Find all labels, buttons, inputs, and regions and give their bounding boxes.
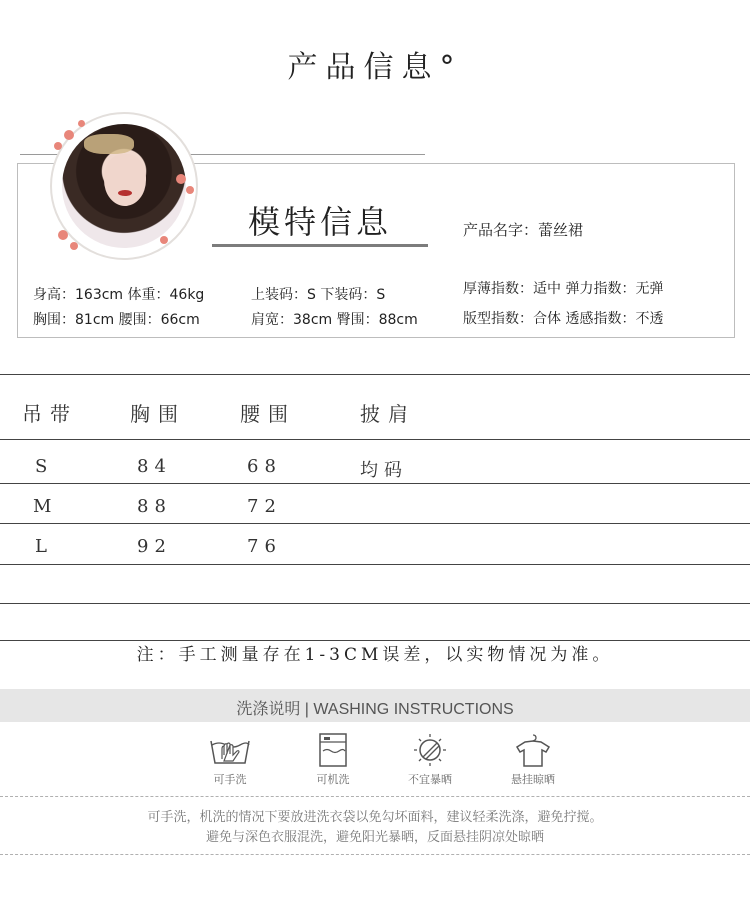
product-name-value: 蕾丝裙 xyxy=(538,221,584,239)
header-cell: 披肩 xyxy=(360,402,416,426)
title-separator: | xyxy=(304,701,309,718)
dotted-divider xyxy=(0,796,750,797)
flower-decoration xyxy=(54,142,62,150)
model-avatar xyxy=(50,112,198,260)
waist-cell: 72 xyxy=(247,496,282,517)
care-instructions-line2: 避免与深色衣服混洗，避免阳光暴晒，反面悬挂阴凉处晾晒 xyxy=(205,830,544,845)
waist-cell: 76 xyxy=(247,536,282,557)
size-cell: L xyxy=(35,536,53,557)
flower-decoration xyxy=(160,236,168,244)
avatar-photo xyxy=(62,124,186,248)
table-line xyxy=(0,564,750,565)
care-label: 不宜暴晒 xyxy=(408,773,452,786)
care-item-machine-wash xyxy=(288,733,378,787)
size-cell: M xyxy=(33,496,58,517)
page-title: 产品信息° xyxy=(287,50,463,85)
model-info-title: 模特信息 xyxy=(247,203,392,241)
header-cell: 胸围 xyxy=(130,402,186,426)
washing-title xyxy=(0,696,750,719)
hairpin xyxy=(84,134,134,154)
model-sizes-row2: 肩宽：38cm 臀围：88cm xyxy=(251,312,418,328)
care-label: 悬挂晾晒 xyxy=(511,773,555,786)
hang-dry-icon xyxy=(511,733,555,767)
care-item-hand-wash xyxy=(185,733,275,787)
washing-title-cn: 洗涤说明 xyxy=(236,701,301,718)
hand-wash-icon xyxy=(208,733,252,767)
flower-decoration xyxy=(78,120,85,127)
flower-decoration xyxy=(186,186,194,194)
size-cell: S xyxy=(35,456,54,477)
model-measurements-row2: 胸围：81cm 腰围：66cm xyxy=(33,312,200,328)
face xyxy=(104,154,146,206)
product-name-label: 产品名字： xyxy=(463,221,539,239)
fabric-index-row1: 厚薄指数：适中 弹力指数：无弹 xyxy=(463,281,664,297)
shawl-cell: 均码 xyxy=(360,460,408,481)
title-underline xyxy=(212,244,428,247)
table-line xyxy=(0,523,750,524)
fabric-index-row2: 版型指数：合体 透感指数：不透 xyxy=(463,311,664,327)
care-item-no-sun xyxy=(385,733,475,787)
care-label: 可手洗 xyxy=(213,773,247,786)
care-item-hang-dry xyxy=(488,733,578,787)
no-sun-icon xyxy=(408,733,452,767)
flower-decoration xyxy=(64,130,74,140)
dotted-divider xyxy=(0,854,750,855)
header-cell: 腰围 xyxy=(240,402,296,426)
table-line xyxy=(0,439,750,440)
flower-decoration xyxy=(58,230,68,240)
care-label: 可机洗 xyxy=(316,773,350,786)
table-line xyxy=(0,374,750,375)
measurement-note: 注：手工测量存在1-3CM误差，以实物情况为准。 xyxy=(136,645,614,665)
product-name xyxy=(463,219,583,240)
chest-cell: 84 xyxy=(137,456,172,477)
chest-cell: 88 xyxy=(137,496,172,517)
model-sizes-row1: 上装码：S 下装码：S xyxy=(251,287,386,303)
header-cell: 吊带 xyxy=(22,402,78,426)
lips xyxy=(118,190,132,196)
table-line xyxy=(0,603,750,604)
flower-decoration xyxy=(176,174,186,184)
chest-cell: 92 xyxy=(137,536,172,557)
flower-decoration xyxy=(70,242,78,250)
table-line xyxy=(0,483,750,484)
waist-cell: 68 xyxy=(247,456,282,477)
machine-wash-icon xyxy=(311,733,355,767)
washing-title-en: WASHING INSTRUCTIONS xyxy=(313,701,514,718)
care-instructions-line1: 可手洗，机洗的情况下要放进洗衣袋以免勾坏面料，建议轻柔洗涤，避免拧搅。 xyxy=(147,810,603,825)
model-measurements-row1: 身高：163cm 体重：46kg xyxy=(33,287,205,303)
